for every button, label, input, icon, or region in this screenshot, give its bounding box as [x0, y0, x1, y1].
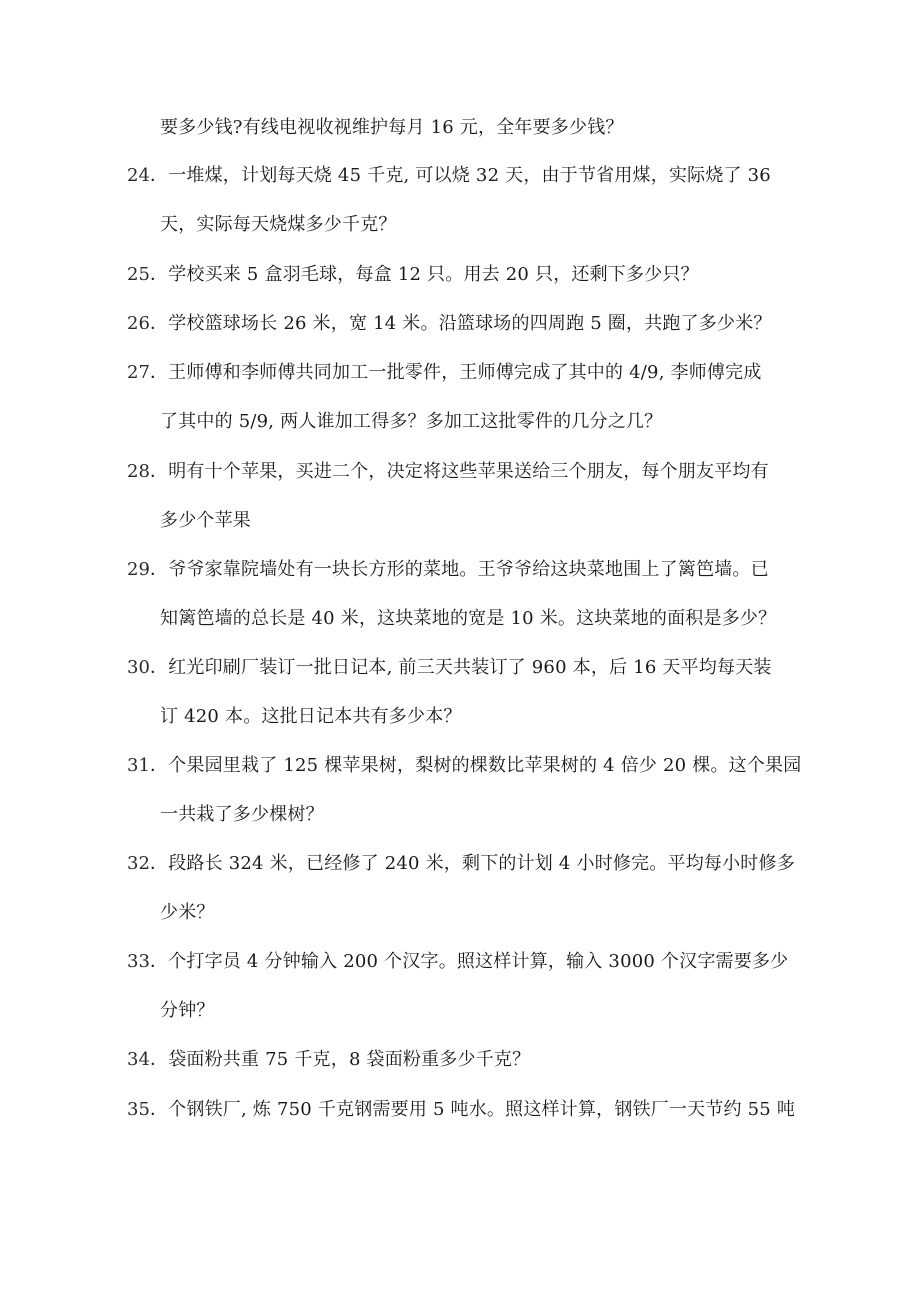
problem-text-line: 少米？ [160, 902, 215, 923]
problem-text-line: ．学校篮球场长 26 米，宽 14 米。沿篮球场的四周跑 5 圈，共跑了多少米？ [150, 313, 772, 334]
problem-number: 29 [127, 559, 150, 580]
problem-text-line: 分钟？ [160, 1000, 215, 1021]
problem-text-line: ．红光印刷厂装订一批日记本, 前三天共装订了 960 本，后 16 天平均每天装 [150, 657, 772, 678]
problem-text-line: 天，实际每天烧煤多少千克？ [160, 214, 397, 235]
problem-number: 24 [127, 165, 150, 186]
problem-number: 31 [127, 755, 150, 776]
problem-number: 34 [127, 1049, 150, 1070]
problem-text-line: 知篱笆墙的总长是 40 米，这块菜地的宽是 10 米。这块菜地的面积是多少？ [160, 608, 777, 629]
problem-number: 28 [127, 461, 150, 482]
problem-text-line: ．个打字员 4 分钟输入 200 个汉字。照这样计算，输入 3000 个汉字需要多少 [150, 951, 789, 972]
problem-number: 33 [127, 951, 150, 972]
problem-text-line: ．段路长 324 米，已经修了 240 米，剩下的计划 4 小时修完。平均每小时修多 [150, 853, 795, 874]
problem-number: 26 [127, 313, 150, 334]
problem-text-line: 了其中的 5/9, 两人谁加工得多？多加工这批零件的几分之几？ [160, 411, 663, 432]
problem-text-line: ．王师傅和李师傅共同加工一批零件，王师傅完成了其中的 4/9, 李师傅完成 [150, 362, 762, 383]
problem-number: 30 [127, 657, 150, 678]
continuation-line: 要多少钱?有线电视收视维护每月 16 元，全年要多少钱？ [160, 117, 624, 138]
problem-number: 35 [127, 1099, 150, 1120]
problem-number: 32 [127, 853, 150, 874]
problem-text-line: ．个果园里栽了 125 棵苹果树，梨树的棵数比苹果树的 4 倍少 20 棵。这个果园 [150, 755, 802, 776]
problem-text-line: ．袋面粉共重 75 千克，8 袋面粉重多少千克？ [150, 1049, 531, 1070]
problem-text-line: ．学校买来 5 盒羽毛球，每盒 12 只。用去 20 只，还剩下多少只？ [150, 264, 699, 285]
problem-number: 27 [127, 362, 150, 383]
problem-text-line: ．个钢铁厂, 炼 750 千克钢需要用 5 吨水。照这样计算，钢铁厂一天节约 55 吨 [150, 1099, 796, 1120]
problem-number: 25 [127, 264, 150, 285]
problem-text-line: ．明有十个苹果，买进二个，决定将这些苹果送给三个朋友，每个朋友平均有 [150, 461, 769, 482]
problem-text-line: 多少个苹果 [160, 510, 251, 531]
problem-text-line: 一共栽了多少棵树？ [160, 804, 324, 825]
problem-text-line: ．一堆煤，计划每天烧 45 千克, 可以烧 32 天，由于节省用煤，实际烧了 36 [150, 165, 771, 186]
problem-text-line: 订 420 本。这批日记本共有多少本？ [160, 706, 462, 727]
problem-text-line: ．爷爷家靠院墙处有一块长方形的菜地。王爷爷给这块菜地围上了篱笆墙。已 [150, 559, 769, 580]
